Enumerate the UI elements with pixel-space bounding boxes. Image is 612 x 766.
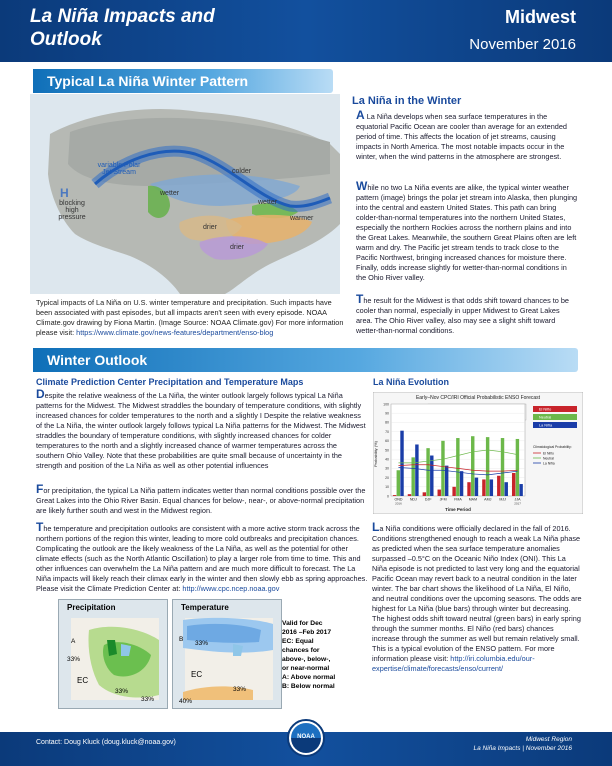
bar-neutral — [486, 437, 489, 496]
x-tick-label: FMA — [454, 497, 462, 502]
outlook-paragraph-1: Despite the relative weakness of the La Niña, the winter outlook largely follows typical La Niña patterns for the Midwest. The Midwest straddles the boundary of temperature conditions, with slightly increased chances for colder temperatures to the north and a slightly I Despite the relative weakness of the La Niña, the winter outlook largely follows typical La Niña patterns for the Midwest. The Midwest straddles the boundary of temperature conditions, with slightly increased chances for colder temperatures to the north and a slightly increased chance of warmer temperatures across the southern Ohio Valley. Note that these probabilities are quite small because of uncertainty in the strength and position of the La Niña as well as other potential influences — [36, 387, 366, 470]
winter-paragraph-2: While no two La Niña events are alike, the typical winter weather pattern (image) brings the polar jet stream into Alaska, then plunging into the central and eastern United States. This path can bring colder-than-normal temperatures into the northern United States, especially the northern Rockies across the northern plains and into the Great Lakes. Meanwhile, the southern Great Plains often are left warm and dry. The Pacific jet stream tends to track close to the Pacific Northwest, bringing increased chances for moisture there. Finally, odds increase slightly for wetter-than-normal conditions in the Ohio River valley. — [356, 179, 578, 282]
y-tick-label: 20 — [385, 475, 389, 480]
precip-tag-pct-2: 33% — [115, 688, 129, 695]
y-tick-label: 90 — [385, 411, 389, 416]
chart-title: Early–Nov CPC/IRI Official Probabilistic ENSO Forecast — [415, 395, 541, 401]
y-tick-label: 70 — [385, 429, 389, 434]
evolution-paragraph: La Niña conditions were officially declared in the fall of 2016. Conditions strengthened enough to reach a weak La Niña phase as predicted when the sea surface temperature anomalies surpassed –0.5°C on the Oceanic Niño Index (ONI). This La Niña episode is not predicted to last very long and the equatorial Pacific Ocean may revert back to a neutral condition in the later winter. The bar chart shows the likelihood of La Niña, El Niño, and neutral conditions over the upcoming seasons. The odds are highest for La Niña (blue bars) through winter but decreasing. The highest odds shift toward neutral (green bars) in early spring through the summer months. El Niño (red bars) chances increase through the summer as well but remain relatively small. This is a typical evolution of the ENSO pattern. For more information please visit: http://iri.columbia.edu/our-expertise/climate/forecasts/enso/current/ — [372, 520, 582, 673]
bar-elnio — [393, 495, 396, 496]
chart-xlabel: Time Period — [445, 507, 471, 512]
y-tick-label: 0 — [387, 494, 389, 499]
cpc-link[interactable]: http://www.cpc.ncep.noaa.gov — [182, 584, 280, 593]
iri-link[interactable]: http://iri.columbia.edu/our-expertise/climate/forecasts/enso/current/ — [372, 654, 535, 673]
bar-lania — [490, 479, 493, 496]
legend-label: Neutral — [539, 415, 552, 420]
wetter-east-label: wetter — [258, 199, 278, 206]
x-tick-label: DJF — [424, 497, 432, 502]
issue-date: November 2016 — [469, 36, 576, 53]
drier-south-label: drier — [230, 244, 245, 251]
x-tick-sublabel: 2017 — [514, 501, 521, 506]
blocking-high-label: blocking high pressure — [58, 200, 86, 221]
bar-elnio — [438, 490, 441, 496]
bar-lania — [519, 484, 522, 496]
precip-tag-pct-1: 33% — [67, 656, 81, 663]
bar-lania — [415, 444, 418, 496]
noaa-logo — [287, 719, 325, 757]
bar-neutral — [471, 436, 474, 496]
outlook-legend: Valid for Dec 2016 –Feb 2017 EC: Equal chances for above-, below-, or near-normal A: Above normal B: Below normal — [282, 620, 336, 690]
chart-ylabel: Probability (%) — [373, 440, 378, 468]
x-tick-sublabel: 2016 — [395, 501, 402, 506]
y-tick-label: 30 — [385, 466, 389, 471]
caption-link[interactable]: https://www.climate.gov/news-features/department/enso-blog — [76, 328, 274, 337]
x-tick-label: AMJ — [484, 497, 492, 502]
winter-heading: La Niña in the Winter — [352, 95, 462, 107]
bar-lania — [475, 478, 478, 496]
bar-lania — [430, 456, 433, 496]
climatology-label: Climatological Probability: — [533, 445, 572, 449]
precipitation-outlook-map — [58, 599, 168, 709]
footer-publication: Midwest Region La Niña Impacts | November 2016 — [473, 736, 572, 752]
bar-lania — [505, 482, 508, 496]
wetter-west-label: wetter — [160, 190, 180, 197]
bar-elnio — [512, 473, 515, 496]
outlook-paragraph-2: For precipitation, the typical La Niña pattern indicates wetter than normal conditions possible over the Great Lakes into the Ohio River Basin. Equal chances for below-, near-, or above-normal precipitation are likely further south and west in the Midwest region. — [36, 482, 366, 515]
temp-panel-title: Temperature — [181, 603, 229, 612]
bar-neutral — [441, 441, 444, 496]
section-banner-pattern: Typical La Niña Winter Pattern — [33, 69, 333, 93]
bar-neutral — [501, 438, 504, 496]
temp-tag-pct-2: 33% — [233, 686, 247, 693]
bar-elnio — [408, 494, 411, 496]
climatology-legend-label: El Niño — [543, 451, 554, 456]
y-tick-label: 80 — [385, 420, 389, 425]
temp-tag-pct-1: 33% — [195, 640, 209, 647]
warmer-label: warmer — [290, 215, 314, 222]
y-tick-label: 40 — [385, 457, 389, 462]
enso-forecast-chart — [373, 392, 583, 514]
y-tick-label: 10 — [385, 485, 389, 490]
x-tick-label: NDJ — [409, 497, 417, 502]
y-tick-label: 60 — [385, 439, 389, 444]
chart-marks — [383, 402, 525, 505]
bar-neutral — [426, 448, 429, 496]
legend-label: El Niño — [539, 407, 552, 412]
map-caption — [36, 298, 348, 338]
bar-neutral — [516, 439, 519, 496]
page-title: La Niña Impacts and Outlook — [30, 6, 215, 50]
section-banner-outlook: Winter Outlook — [33, 348, 578, 372]
header-bar — [0, 0, 612, 62]
x-tick-label: MJJ — [499, 497, 506, 502]
region-label: Midwest — [504, 7, 576, 27]
legend-label: La Niña — [539, 423, 553, 428]
bar-lania — [400, 431, 403, 496]
winter-paragraph-1: A La Niña develops when sea surface temperatures in the equatorial Pacific Ocean are cooler than average for an extended period of time. This affects the location of jet streams, causing impacts in North America. The most notable impacts occur in the winter, when the wind patterns in the atmosphere are strongest. — [356, 108, 567, 161]
caption-text: Typical impacts of La Niña on U.S. winter temperature and precipitation. Such impacts have been associated with past episodes, but all impacts aren't seen with every episode. NOAA Climate.gov drawing by Fiona Martin. (Image Source: NOAA Climate.gov) For more information please visit: — [36, 298, 344, 337]
temp-tag-pct-3: 40% — [179, 698, 193, 705]
bar-neutral — [397, 470, 400, 496]
bar-elnio — [497, 476, 500, 496]
temp-map-graphic — [173, 600, 281, 708]
climatology-legend-label: Neutral — [543, 456, 554, 461]
y-tick-label: 50 — [385, 448, 389, 453]
winter-paragraph-3: The result for the Midwest is that odds shift toward chances to be cooler than normal, especially in upper Midwest to Great Lakes area. The Ohio River valley, also may see a slight shift toward wetter-than-normal conditions. — [356, 292, 569, 335]
bar-elnio — [452, 487, 455, 496]
outlook-paragraph-3: The temperature and precipitation outlooks are consistent with a more active storm track across the northern portions of the region this winter, leading to more cold outbreaks and precipitation chances. Complicating the outlook are the likely weakness of the La Niña, as well as the potential for other climate effects (such as the North Atlantic Oscillation) to play a larger role from time to time. This and other influences can overwhelm the La Niña pattern and are much more difficult to forecast. The La Niña impacts will likely reach their climax early in the winter and then slowly ebb as spring approaches. Please visit the Climate Prediction Center at: http://www.cpc.ncep.noaa.gov — [36, 520, 368, 593]
temp-tag-ec: EC — [191, 670, 203, 679]
precip-map-graphic — [59, 600, 167, 708]
noaa-logo-text: NOAA — [297, 734, 315, 740]
la-nina-pattern-map — [30, 94, 340, 294]
jet-stream-label: variable Polar Jet Stream — [97, 162, 141, 176]
x-tick-label: OND — [394, 497, 403, 502]
precip-tag-a: A — [71, 638, 76, 645]
footer-contact: Contact: Doug Kluck (doug.kluck@noaa.gov) — [36, 739, 176, 746]
x-tick-label: JJA — [514, 497, 521, 502]
bar-elnio — [423, 492, 426, 496]
temp-tag-b: B — [179, 636, 184, 643]
bar-elnio — [482, 479, 485, 496]
cpc-heading: Climate Prediction Center Precipitation and Temperature Maps — [36, 377, 304, 387]
x-tick-label: MAM — [468, 497, 478, 502]
drier-mid-label: drier — [203, 224, 218, 231]
climatology-legend-label: La Niña — [543, 461, 555, 466]
y-tick-label: 100 — [383, 402, 389, 407]
precip-tag-ec: EC — [77, 676, 89, 685]
bar-neutral — [456, 438, 459, 496]
high-pressure-symbol: H — [60, 186, 69, 200]
bar-lania — [460, 471, 463, 496]
evolution-heading: La Niña Evolution — [373, 377, 450, 387]
bar-elnio — [467, 482, 470, 496]
colder-label: colder — [232, 168, 252, 175]
temperature-outlook-map — [172, 599, 282, 709]
precip-tag-pct-3: 33% — [141, 696, 155, 703]
precip-panel-title: Precipitation — [67, 603, 116, 612]
x-tick-label: JFM — [439, 497, 447, 502]
